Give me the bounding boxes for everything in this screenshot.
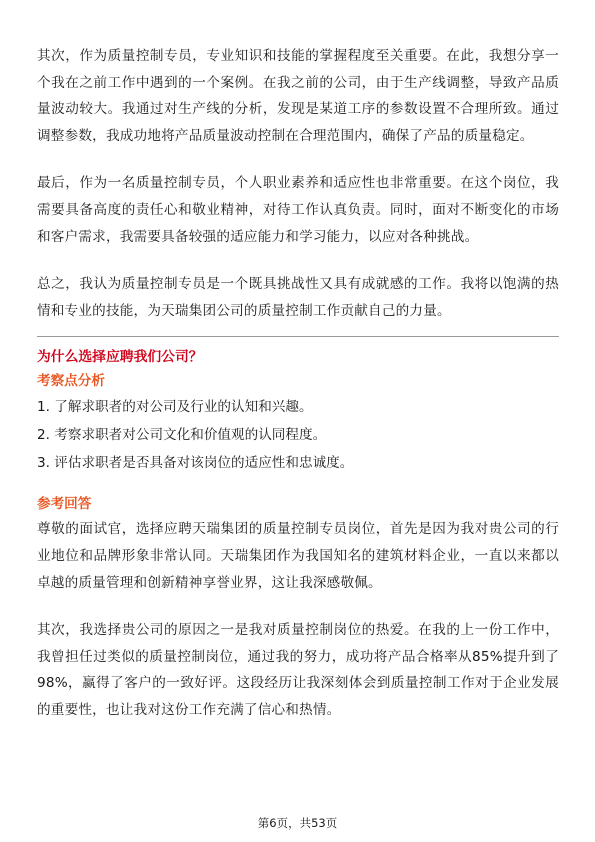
answer-paragraph-2: 其次，我选择贵公司的原因之一是我对质量控制岗位的热爱。在我的上一份工作中，我曾担任过类似的质量控制岗位，通过我的努力，成功将产品合格率从85%提升到了98%，赢得了客户的一致好评。这段经历让我深刻体会到质量控制工作对于企业发展的重要性，也让我对这份工作充满了信心和热情。: [37, 622, 559, 718]
question-title: 为什么选择应聘我们公司？: [37, 349, 203, 366]
body-paragraph-3: 总之，我认为质量控制专员是一个既具挑战性又具有成就感的工作。我将以饱满的热情和专业的技能，为天瑞集团公司的质量控制工作贡献自己的力量。: [37, 276, 559, 319]
analysis-item-2: 2. 考察求职者对公司文化和价值观的认同程度。: [37, 427, 327, 444]
body-paragraph-1: 其次，作为质量控制专员，专业知识和技能的掌握程度至关重要。在此，我想分享一个我在之前工作中遇到的一个案例。在我之前的公司，由于生产线调整，导致产品质量波动较大。我通过对生产线的分析，发现是某道工序的参数设置不合理所致。通过调整参数，我成功地将产品质量波动控制在合理范围内，确保了产品的质量稳定。: [37, 48, 559, 144]
answer-paragraph-1: 尊敬的面试官，选择应聘天瑞集团的质量控制专员岗位，首先是因为我对贵公司的行业地位和品牌形象非常认同。天瑞集团作为我国知名的建筑材料企业，一直以来都以卓越的质量管理和创新精神享誉业界，这让我深感敬佩。: [37, 521, 559, 591]
analysis-item-1: 1. 了解求职者的对公司及行业的认知和兴趣。: [37, 399, 313, 416]
answer-heading: 参考回答: [37, 496, 92, 513]
body-paragraph-2: 最后，作为一名质量控制专员，个人职业素养和适应性也非常重要。在这个岗位，我需要具备高度的责任心和敬业精神，对待工作认真负责。同时，面对不断变化的市场和客户需求，我需要具备较强的适应能力和学习能力，以应对各种挑战。: [37, 175, 559, 245]
analysis-heading: 考察点分析: [37, 373, 105, 390]
section-divider: [37, 336, 559, 337]
analysis-item-3: 3. 评估求职者是否具备对该岗位的适应性和忠诚度。: [37, 455, 354, 472]
page-content: [37, 43, 559, 724]
page-number: 第6页，共53页: [257, 816, 338, 830]
